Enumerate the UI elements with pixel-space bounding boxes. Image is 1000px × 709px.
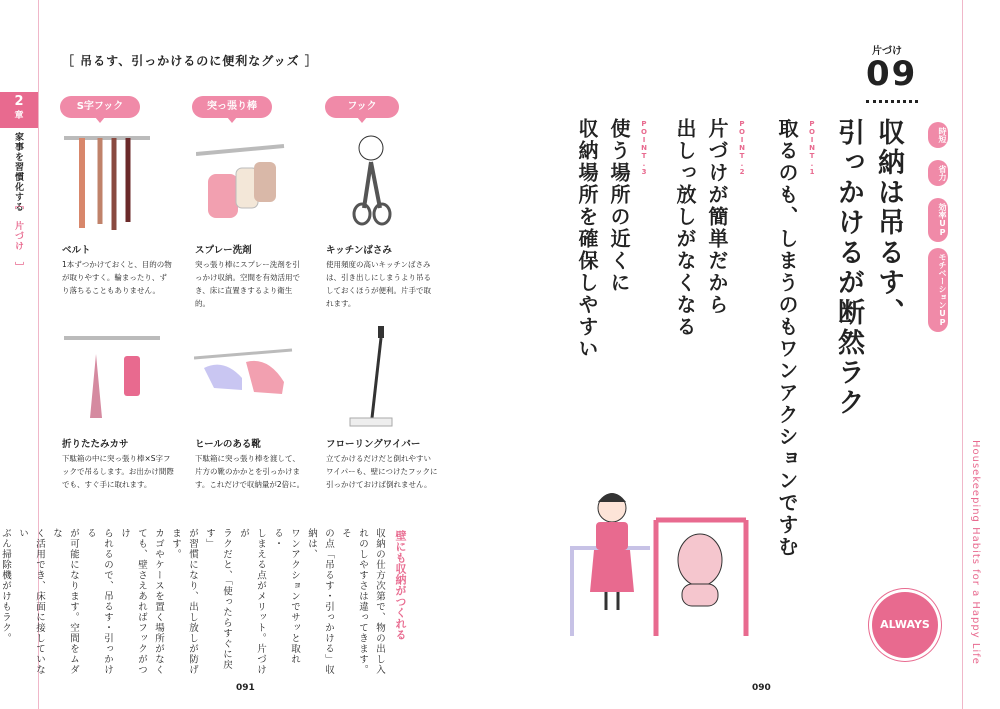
body-column: カゴやケースを置く場所がなく	[153, 528, 164, 675]
item-spray-desc: 突っ張り棒にスプレー洗剤を引っかけ収納。空間を有効活用でき、床に直置きするより衛生的。	[195, 260, 300, 308]
running-title: Housekeeping Habits for a Happy Life	[970, 440, 981, 665]
body-column: しまえる点がメリット。片づけが	[238, 528, 266, 675]
category-pill-s-hook: S字フック	[60, 96, 140, 118]
tag-time-saving: 時短	[928, 122, 948, 148]
item-spray-name: スプレー洗剤	[195, 245, 252, 256]
item-scissors-name: キッチンばさみ	[326, 245, 392, 256]
chapter-label: 章	[14, 111, 24, 121]
spray-illustration	[196, 128, 286, 228]
item-scissors-desc: 使用頻度の高いキッチンばさみは、引き出しにしまうより吊るしておくほうが便利。片手で取れます。	[326, 260, 431, 308]
belt-illustration	[62, 126, 152, 236]
item-umbrella-desc: 下駄箱の中に突っ張り棒×S字フックで吊るします。お出かけ間際でも、すぐ手に取れます。	[62, 454, 174, 489]
wall-heading: 壁にも収納がつくれる	[394, 530, 407, 640]
category-pill-hook: フック	[325, 96, 399, 118]
body-column: 収納の仕方次第で、物の出し入	[374, 528, 385, 675]
tag-effort-saving: 省力	[928, 160, 948, 186]
wiper-illustration	[346, 318, 396, 430]
body-column: が習慣になり、出し放しが防げ	[187, 528, 198, 675]
section-title-text: ［ 吊るす、引っかけるのに便利なグッズ ］	[62, 54, 318, 68]
point-3-line-2: 収納場所を確保しやすい	[575, 118, 599, 360]
point-1-text: 取るのも、しまうのもワンアクションですむ	[775, 118, 799, 558]
section-number: 09	[866, 54, 918, 94]
right-folio: 090	[752, 683, 771, 693]
item-umbrella-name: 折りたたみカサ	[62, 439, 129, 450]
body-column: ワンアクションでサッと取れる・	[272, 528, 300, 665]
body-column: く活用でき、床面に接していない	[17, 528, 45, 675]
body-column: の点「吊るす・引っかける」収納は、	[306, 528, 334, 675]
body-column: られるので、吊るす・引っかける	[85, 528, 113, 675]
heels-illustration	[194, 338, 294, 408]
scissors-illustration	[336, 128, 406, 238]
tag-efficiency: 効率UP	[928, 198, 948, 242]
section-label: 片づけ	[872, 46, 902, 57]
left-folio: 091	[236, 683, 255, 693]
point-3-label: POINT.3	[640, 120, 648, 176]
right-gutter	[962, 0, 1000, 709]
point-2-line-1: 片づけが簡単だから	[705, 118, 729, 316]
item-heels-name: ヒールのある靴	[195, 439, 261, 450]
point-2-label: POINT.2	[738, 120, 746, 176]
category-pill-tension-rod: 突っ張り棒	[192, 96, 272, 118]
body-column: ます。	[170, 528, 181, 560]
umbrella-illustration	[62, 326, 162, 426]
body-column: ても、壁さえあればフックがつけ	[119, 528, 147, 675]
item-wiper-name: フローリングワイパー	[326, 439, 421, 450]
body-column: ぶん掃除機がけもラク。	[0, 528, 11, 644]
body-text	[0, 528, 388, 678]
item-belt-name: ベルト	[62, 245, 91, 256]
point-1-label: POINT.1	[808, 120, 816, 176]
chapter-number: 2	[14, 94, 24, 109]
item-belt-desc: 1本ずつかけておくと、目的の物が取りやすく。輪まったり、ずり落ちることもありません。	[62, 260, 172, 295]
tag-motivation: モチベーションUP	[928, 248, 948, 332]
body-column: れのしやすさは違ってきます。そ	[340, 528, 368, 675]
chapter-title: 家事を習慣化する	[13, 132, 23, 212]
number-divider	[866, 100, 918, 103]
horizontal-bar-illustration	[560, 480, 760, 640]
chapter-tab	[0, 92, 38, 128]
section-title	[62, 52, 318, 69]
body-column: ラクだと、「使ったらすぐに戻す」	[204, 528, 232, 671]
headline-line-2: 引っかけるが断然ラク	[833, 118, 864, 418]
item-heels-desc: 下駄箱に突っ張り棒を渡して、片方の靴のかかとを引っかけます。これだけで収納量が2倍に。	[195, 454, 305, 489]
chapter-subtitle: ［ 片づけ ］	[13, 200, 23, 272]
body-column: が可能になります。空間をムダな	[51, 528, 79, 675]
point-2-line-2: 出しっ放しがなくなる	[673, 118, 697, 338]
point-3-line-1: 使う場所の近くに	[607, 118, 631, 294]
item-wiper-desc: 立てかけるだけだと倒れやすいワイパーも、壁につけたフックに引っかけておけば倒れません。	[326, 454, 438, 489]
headline-line-1: 収納は吊るす、	[873, 118, 904, 328]
always-badge: ALWAYS	[872, 592, 938, 658]
